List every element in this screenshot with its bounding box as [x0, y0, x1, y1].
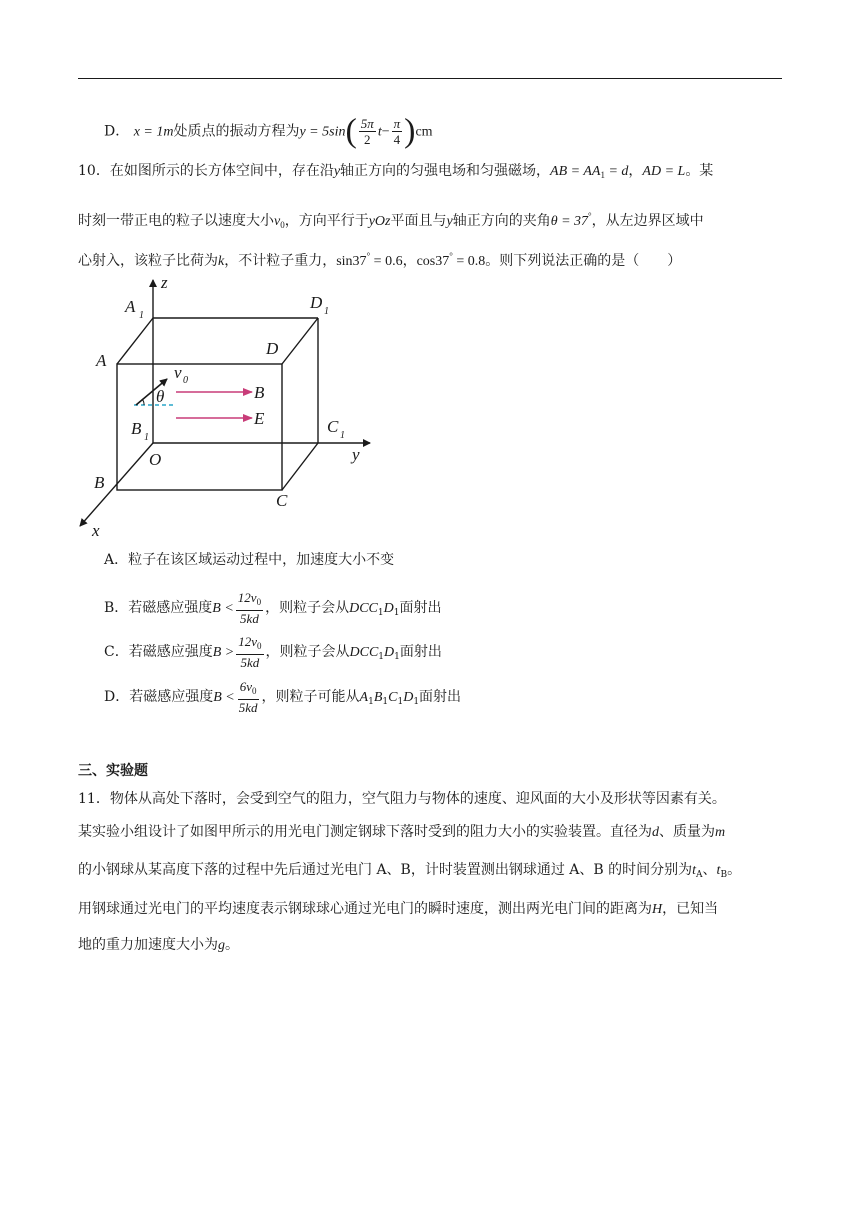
- math-face: D: [384, 645, 395, 660]
- q10-option-d: [104, 679, 461, 715]
- q9-option-d: [104, 112, 433, 150]
- question-number: 10．: [78, 163, 110, 179]
- q11-line-5: [78, 935, 239, 956]
- edge-d-d1: [282, 318, 318, 364]
- math-face: D: [403, 690, 414, 705]
- cuboid-figure: [70, 272, 390, 542]
- q10-option-a: [104, 550, 394, 570]
- text: 。则下列说法正确的是（ ）: [485, 253, 682, 269]
- section-title: 三、实验题: [78, 762, 148, 778]
- label-b: B: [94, 473, 105, 492]
- text: 、: [702, 862, 717, 878]
- math-var: y: [333, 164, 341, 179]
- math-face: A: [359, 690, 369, 705]
- math-var: d: [652, 825, 659, 840]
- label-d1: D: [310, 293, 323, 312]
- degree: °: [366, 251, 371, 261]
- option-text: 处质点的振动方程为: [173, 123, 300, 140]
- q10-line-1: [78, 161, 713, 185]
- label-d1-sub: 1: [324, 306, 329, 317]
- theta-arc: [142, 399, 144, 405]
- subscript: 1: [393, 608, 400, 618]
- q10-option-c: [104, 634, 442, 670]
- text: 。: [225, 937, 239, 953]
- label-b1-sub: 1: [144, 432, 149, 443]
- label-a1: A: [125, 297, 136, 316]
- text: 在如图所示的长方体空间中，存在沿: [109, 163, 334, 179]
- q10-line-2: [78, 206, 704, 235]
- math-eq: AB = AA: [550, 164, 601, 179]
- text: 心射入，该粒子比荷为: [78, 253, 218, 269]
- math-eq: AD = L: [642, 164, 686, 179]
- subscript: A: [696, 870, 703, 880]
- edge-c-c1: [282, 443, 318, 490]
- option-text: 面射出: [399, 600, 442, 616]
- option-text: ，则粒子会从: [265, 600, 350, 616]
- text: ，从左边界区域中: [591, 213, 704, 229]
- label-v0: v: [174, 363, 182, 382]
- subscript: 0: [257, 641, 262, 651]
- degree: °: [449, 251, 453, 261]
- unit: cm: [415, 124, 433, 140]
- subscript: 1: [413, 697, 420, 707]
- math-face: C: [388, 690, 398, 705]
- question-number: 11．: [78, 791, 110, 807]
- fraction-numerator: 12v: [237, 590, 257, 605]
- option-text: ，则粒子可能从: [261, 689, 360, 705]
- option-text: 粒子在该区域运动过程中，加速度大小不变: [128, 552, 395, 568]
- cuboid-edges: [117, 318, 318, 490]
- label-c1-sub: 1: [340, 430, 345, 441]
- option-label: C．: [104, 644, 129, 660]
- subscript: 1: [382, 697, 389, 707]
- math-minus: −: [381, 124, 390, 140]
- math-eq: = d: [604, 164, 629, 179]
- text: ，: [628, 163, 643, 179]
- fraction-denominator: 5kd: [238, 700, 258, 715]
- q11-line-4: [78, 899, 718, 920]
- math-face: DCC: [349, 645, 379, 660]
- label-v0-sub: 0: [183, 375, 188, 386]
- math-var: H: [652, 902, 663, 917]
- subscript: 1: [377, 608, 384, 618]
- option-label: A．: [104, 552, 129, 568]
- fraction-numerator: 5π: [360, 116, 374, 131]
- label-field-b: B: [254, 383, 265, 402]
- fraction-denominator: 5kd: [240, 655, 260, 670]
- q10-line-3: [78, 246, 681, 272]
- math-eq-prefix: y = 5sin: [299, 124, 346, 140]
- math-plane: yOz: [368, 214, 391, 229]
- text: ，已知当: [662, 901, 719, 917]
- text: 用钢球通过光电门的平均速度表示钢球球心通过光电门的瞬时速度，测出两光电门间的距离为: [78, 901, 652, 917]
- math-var-t: t: [377, 124, 382, 140]
- math-face: D: [383, 601, 394, 616]
- edge-a-a1: [117, 318, 153, 364]
- fraction-denominator: 2: [364, 132, 371, 147]
- fraction-numerator: 12v: [238, 634, 257, 649]
- text: 。: [727, 862, 742, 878]
- label-theta: θ: [156, 387, 165, 406]
- fraction: [236, 634, 263, 670]
- q11-line-1: [78, 789, 726, 809]
- text: 轴正方向的匀强电场和匀强磁场，: [340, 163, 551, 179]
- fraction-5pi-2: [359, 116, 376, 147]
- math-eq: = 0.6: [370, 254, 403, 269]
- label-z: z: [161, 273, 168, 292]
- fraction: [236, 590, 263, 626]
- fraction: [237, 679, 260, 715]
- text: ，不计粒子重力，: [224, 253, 337, 269]
- math-relation: B >: [212, 645, 235, 660]
- label-a1-sub: 1: [139, 310, 144, 321]
- option-text: 若磁感应强度: [129, 689, 214, 705]
- label-c: C: [276, 491, 288, 510]
- subscript: B: [720, 870, 728, 880]
- math-face: B: [373, 690, 383, 705]
- label-b1: B: [131, 419, 142, 438]
- text: 的小钢球从某高度下落的过程中先后通过光电门 A、B，计时装置测出钢球通过 A、B 的时间分别为: [78, 862, 693, 878]
- q10-option-b: [104, 590, 441, 626]
- text: 平面且与: [390, 213, 447, 229]
- option-text: 面射出: [419, 689, 462, 705]
- text: 地的重力加速度大小为: [78, 937, 218, 953]
- fraction-pi-4: [392, 116, 403, 147]
- text: ，方向平行于: [284, 213, 369, 229]
- subscript: 1: [378, 652, 385, 662]
- label-o: O: [149, 450, 162, 469]
- math-var: t: [692, 863, 697, 878]
- label-c1: C: [327, 417, 339, 436]
- label-x: x: [92, 521, 100, 540]
- math-eq: θ = 37: [550, 214, 589, 229]
- option-label: B．: [104, 600, 129, 616]
- q11-line-3: [78, 860, 741, 885]
- subscript: 0: [252, 686, 257, 696]
- fraction-numerator: π: [393, 116, 401, 131]
- math-face: DCC: [349, 601, 378, 616]
- text: 。某: [685, 163, 714, 179]
- subscript: 0: [280, 220, 285, 230]
- math-var: g: [218, 938, 225, 953]
- math-var: k: [218, 254, 225, 269]
- q11-line-2: [78, 822, 725, 843]
- math-var: m: [715, 825, 726, 840]
- option-text: 若磁感应强度: [128, 600, 213, 616]
- label-a: A: [96, 351, 107, 370]
- label-y: y: [352, 445, 360, 464]
- option-text: 面射出: [399, 644, 442, 660]
- text: 物体从高处下落时，会受到空气的阻力，空气阻力与物体的速度、迎风面的大小及形状等因素有关。: [109, 791, 726, 807]
- text: 、质量为: [659, 824, 715, 840]
- math-eq: = 0.8: [452, 254, 486, 269]
- subscript: 1: [394, 652, 400, 662]
- right-paren: ): [404, 112, 416, 150]
- math-relation: B <: [213, 690, 235, 705]
- math-var: v: [274, 214, 281, 229]
- option-text: 若磁感应强度: [128, 644, 213, 660]
- text: ，: [402, 253, 417, 269]
- degree: °: [588, 211, 592, 221]
- subscript: 1: [368, 697, 374, 707]
- option-label: D．: [104, 123, 130, 140]
- fraction-numerator: 6v: [239, 679, 253, 694]
- fraction-denominator: 4: [393, 132, 401, 147]
- math-relation: B <: [212, 601, 234, 616]
- left-paren: (: [345, 112, 357, 150]
- math-position: x = 1m: [133, 124, 174, 140]
- subscript: 0: [256, 597, 262, 607]
- math-var: t: [716, 863, 721, 878]
- header-rule: [78, 78, 782, 79]
- math-eq: cos37: [416, 254, 450, 269]
- label-field-e: E: [254, 409, 265, 428]
- math-eq: sin37: [336, 254, 367, 269]
- label-d: D: [266, 339, 279, 358]
- option-text: ，则粒子会从: [265, 644, 350, 660]
- text: 轴正方向的夹角: [452, 213, 551, 229]
- text: 时刻一带正电的粒子以速度大小: [78, 213, 274, 229]
- fraction-denominator: 5kd: [240, 611, 259, 626]
- math-var: y: [446, 214, 453, 229]
- text: 某实验小组设计了如图甲所示的用光电门测定钢球下落时受到的阻力大小的实验装置。直径为: [78, 824, 652, 840]
- subscript: 1: [397, 697, 404, 707]
- subscript: 1: [600, 170, 605, 180]
- option-label: D．: [104, 689, 130, 705]
